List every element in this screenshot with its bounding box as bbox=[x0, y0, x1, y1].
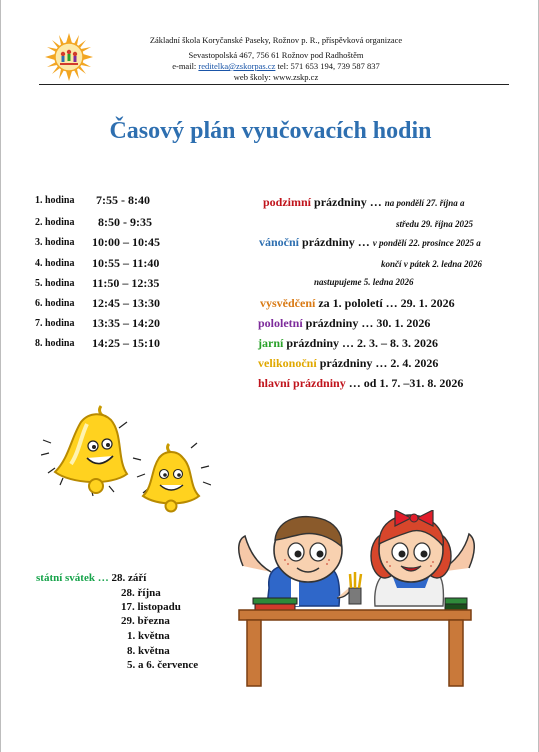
holiday-autumn bbox=[263, 195, 464, 210]
email-link[interactable]: reditelka@zskorpas.cz bbox=[198, 61, 276, 71]
header-contact bbox=[111, 61, 441, 72]
hour-label: 2. hodina bbox=[35, 217, 75, 228]
holiday-easter-rest: prázdniny … 2. 4. 2026 bbox=[316, 356, 439, 370]
holiday-christmas-date: v pondělí 22. prosince 2025 a bbox=[372, 238, 481, 248]
hour-label: 1. hodina bbox=[35, 195, 75, 206]
state-holiday-date: 28. září bbox=[111, 572, 147, 584]
children-desk-icon bbox=[233, 510, 483, 690]
holiday-christmas bbox=[259, 235, 481, 250]
holiday-half bbox=[258, 316, 430, 331]
holiday-summer-rest: … od 1. 7. –31. 8. 2026 bbox=[345, 376, 464, 390]
hour-label: 5. hodina bbox=[35, 278, 75, 289]
state-holiday-date: 5. a 6. července bbox=[127, 659, 199, 671]
header-web: web školy: www.zskp.cz bbox=[233, 72, 319, 82]
header-school-name: Základní škola Koryčanské Paseky, Rožnov p. R., příspěvková organizace bbox=[149, 35, 403, 45]
email-prefix: e-mail: bbox=[172, 61, 199, 71]
holiday-report-name: vysvědčení bbox=[260, 296, 316, 310]
state-holiday-date: 28. října bbox=[121, 587, 161, 599]
state-holiday-label: státní svátek … bbox=[36, 572, 112, 584]
hour-label: 7. hodina bbox=[35, 318, 75, 329]
holiday-spring-rest: prázdniny … 2. 3. – 8. 3. 2026 bbox=[283, 336, 439, 350]
state-holiday-date: 1. května bbox=[127, 630, 170, 642]
hour-time: 14:25 – 15:10 bbox=[92, 336, 160, 350]
holiday-christmas-rest: prázdniny … bbox=[299, 235, 373, 249]
holiday-spring-name: jarní bbox=[258, 336, 284, 350]
bells-icon bbox=[41, 398, 211, 513]
holiday-christmas-date2-text: končí v pátek 2. ledna 2026 bbox=[381, 259, 482, 269]
holiday-easter-name: velikonoční bbox=[258, 356, 317, 370]
holiday-autumn-name: podzimní bbox=[263, 195, 312, 209]
holiday-christmas-name: vánoční bbox=[259, 235, 300, 249]
state-holiday-first bbox=[36, 572, 146, 584]
state-holiday-date: 17. listopadu bbox=[121, 601, 181, 613]
hour-time: 11:50 – 12:35 bbox=[92, 276, 160, 290]
holiday-spring bbox=[258, 336, 438, 351]
header-tel: tel: 571 653 194, 739 587 837 bbox=[275, 61, 380, 71]
school-logo-icon bbox=[45, 33, 93, 81]
hour-time: 10:00 – 10:45 bbox=[92, 235, 160, 249]
header-divider bbox=[39, 84, 509, 85]
hour-time: 8:50 - 9:35 bbox=[98, 215, 152, 229]
holiday-half-name: pololetní bbox=[258, 316, 303, 330]
holiday-report bbox=[260, 296, 455, 311]
holiday-autumn-rest: prázdniny … bbox=[311, 195, 385, 209]
holiday-report-rest: za 1. pololetí … 29. 1. 2026 bbox=[315, 296, 455, 310]
hour-label: 6. hodina bbox=[35, 298, 75, 309]
hour-time: 13:35 – 14:20 bbox=[92, 316, 160, 330]
holiday-summer bbox=[258, 376, 463, 391]
holiday-easter bbox=[258, 356, 438, 371]
page-title: Časový plán vyučovacích hodin bbox=[109, 118, 432, 144]
hour-label: 3. hodina bbox=[35, 237, 75, 248]
hour-time: 7:55 - 8:40 bbox=[96, 193, 150, 207]
holiday-christmas-date2 bbox=[381, 256, 482, 271]
hour-label: 8. hodina bbox=[35, 338, 75, 349]
state-holiday-date: 29. března bbox=[121, 615, 170, 627]
hour-time: 10:55 – 11:40 bbox=[92, 256, 160, 270]
holiday-autumn-date: na pondělí 27. října a bbox=[384, 198, 465, 208]
holiday-autumn-date2-text: středu 29. října 2025 bbox=[396, 219, 474, 229]
holiday-summer-name: hlavní prázdniny bbox=[258, 376, 346, 390]
state-holiday-date: 8. května bbox=[127, 645, 170, 657]
hour-time: 12:45 – 13:30 bbox=[92, 296, 160, 310]
holiday-half-rest: prázdniny … 30. 1. 2026 bbox=[302, 316, 431, 330]
hour-label: 4. hodina bbox=[35, 258, 75, 269]
holiday-autumn-date2 bbox=[396, 216, 473, 231]
return-note: nastupujeme 5. ledna 2026 bbox=[314, 277, 414, 287]
header-address: Sevastopolská 467, 756 61 Rožnov pod Radhoštěm bbox=[188, 50, 364, 60]
